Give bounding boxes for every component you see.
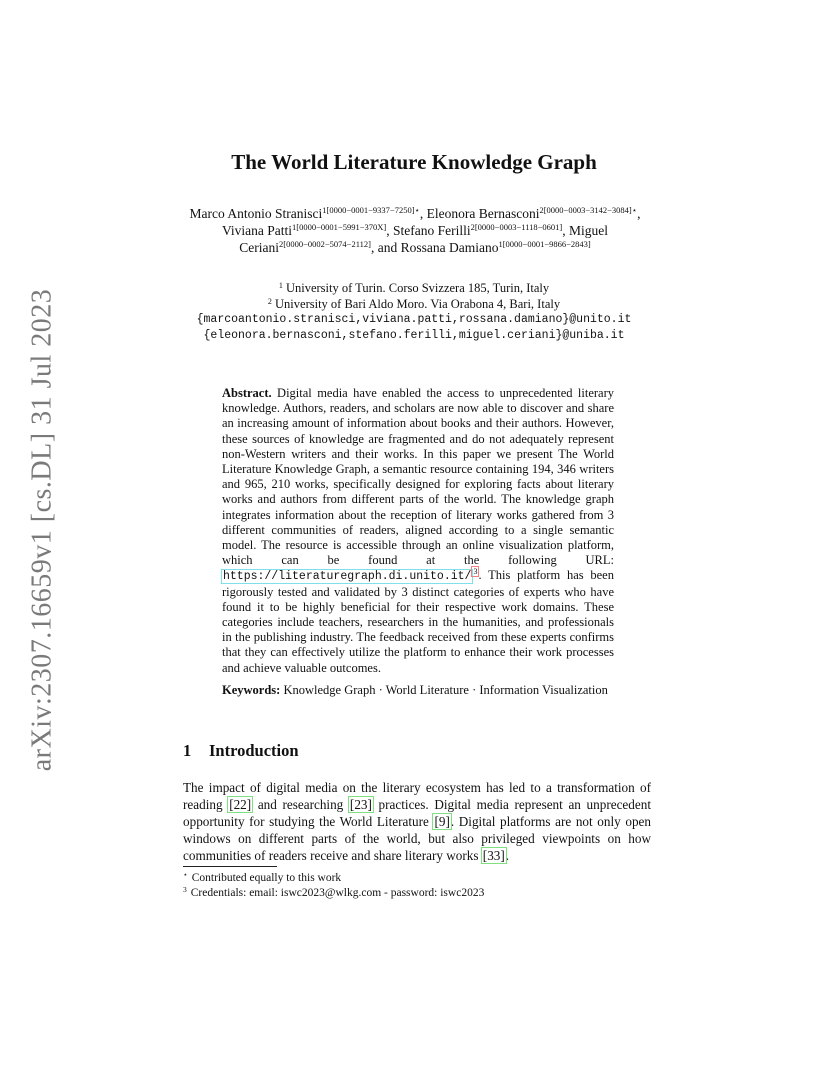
abstract-text: . This platform has been rigorously tested and validated by 3 distinct categories of experts who have found it to be highly beneficial for their respective work domains. These categories include teachers, researchers in the humanities, and professionals in the publishing industry. The feedback received from these experts confirms that they can effectively utilize the platform to enhance their work processes and achieve valuable outcomes.: [222, 568, 614, 675]
citation-link[interactable]: [22]: [229, 797, 252, 812]
footnote-1: ⋆ Contributed equally to this work: [183, 870, 342, 884]
abstract: [222, 386, 614, 676]
email-line-unito: {marcoantonio.stranisci,viviana.patti,rossana.damiano}@unito.it: [196, 313, 632, 326]
author-name: Miguel Ceriani: [239, 223, 609, 255]
arxiv-sidebar-stamp: [22, 288, 62, 772]
author-name: Stefano Ferilli: [392, 223, 471, 238]
citation-link[interactable]: [9]: [434, 814, 450, 829]
author-orcid: 2[0000−0003−3142−3084]⋆: [539, 205, 638, 215]
author-name: Rossana Damiano: [400, 240, 499, 255]
footnotes: [183, 871, 484, 901]
email-line-uniba: {eleonora.bernasconi,stefano.ferilli,miguel.ceriani}@uniba.it: [203, 328, 625, 342]
footnote-divider: [183, 866, 277, 867]
platform-url-link[interactable]: https://literaturegraph.di.unito.it/: [223, 570, 472, 584]
affiliation-1: $^1$ University of Turin. Corso Svizzera 185, Turin, Italy: [278, 281, 550, 295]
abstract-text: Digital media have enabled the access to unprecedented literary knowledge. Authors, readers, and scholars are now able to discover and share an increasing amount of information about books and their authors. However, these sources of knowledge are fragmented and do not adequately represent non-Western writers and their works. In this paper we present The World Literature Knowledge Graph, a semantic resource containing 194, 346 writers and 965, 210 works, specifically designed for exploring facts about literary works and authors from different parts of the world. The knowledge graph integrates information about the reception of literary works gathered from 3 different communities of readers, aligned according to a single semantic model. The resource is accessible through an online visualization platform, which can be found at the following URL:: [222, 386, 614, 568]
affiliations: [0, 281, 828, 343]
section-title: Introduction: [209, 741, 299, 760]
affiliation-2: $^2$ University of Bari Aldo Moro. Via Orabona 4, Bari, Italy: [267, 296, 561, 311]
author-name: Eleonora Bernasconi: [426, 206, 540, 221]
footnote-3: $^3$ Credentials: email: iswc2023@wlkg.com - password: iswc2023: [183, 885, 485, 899]
author-list: Marco Antonio Stranisci$^{1[0000-0001-9337-7250]⋆}$, Eleonora Bernasconi$^{2[0000-0003-3142-3084]⋆}$, Viviana Patti$^{1[0000-0001-5991-370X]}$, Stefano Ferilli$^{2[0000-0003-1118-0601]}$, Miguel Ceriani$^{2[0000-0002-5074-2112]}$, and Rossana Damiano$^{1[0000-0001-9866-2843]}$: [189, 205, 641, 255]
author-orcid: 1[0000−0001−5991−370X]: [292, 222, 387, 232]
author-name: Marco Antonio Stranisci: [189, 206, 323, 221]
keywords-text: Knowledge Graph · World Literature · Information Visualization: [280, 683, 608, 697]
footnote-ref-link[interactable]: 3: [473, 567, 478, 577]
arxiv-id: arXiv:2307.16659v1 [cs.DL] 31 Jul 2023: [26, 288, 58, 772]
citation-link[interactable]: [23]: [349, 797, 372, 812]
keywords-label: Keywords:: [222, 683, 281, 697]
author-orcid: 2[0000−0003−1118−0601]: [470, 222, 563, 232]
author-orcid: 1[0000−0001−9866−2843]: [498, 239, 591, 249]
section-number: 1: [183, 741, 192, 760]
author-orcid: 2[0000−0002−5074−2112]: [278, 239, 371, 249]
citation-link[interactable]: [33]: [482, 848, 505, 863]
keywords: [222, 683, 614, 698]
section-heading: [183, 741, 299, 761]
intro-paragraph: The impact of digital media on the literary ecosystem has led to a transformation of reading [22] and researching [23] practices. Digital media represent an unprecedent opportunity for studying the World Literature [9]. Digital platforms are not only open windows on different parts of the world, but also privileged viewpoints on how communities of readers receive and share literary works [33].: [183, 780, 651, 863]
paper-title: The World Literature Knowledge Graph: [231, 150, 597, 174]
author-orcid: 1[0000−0001−9337−7250]⋆: [322, 205, 420, 215]
abstract-label: Abstract.: [222, 386, 272, 400]
author-name: Viviana Patti: [221, 223, 293, 238]
